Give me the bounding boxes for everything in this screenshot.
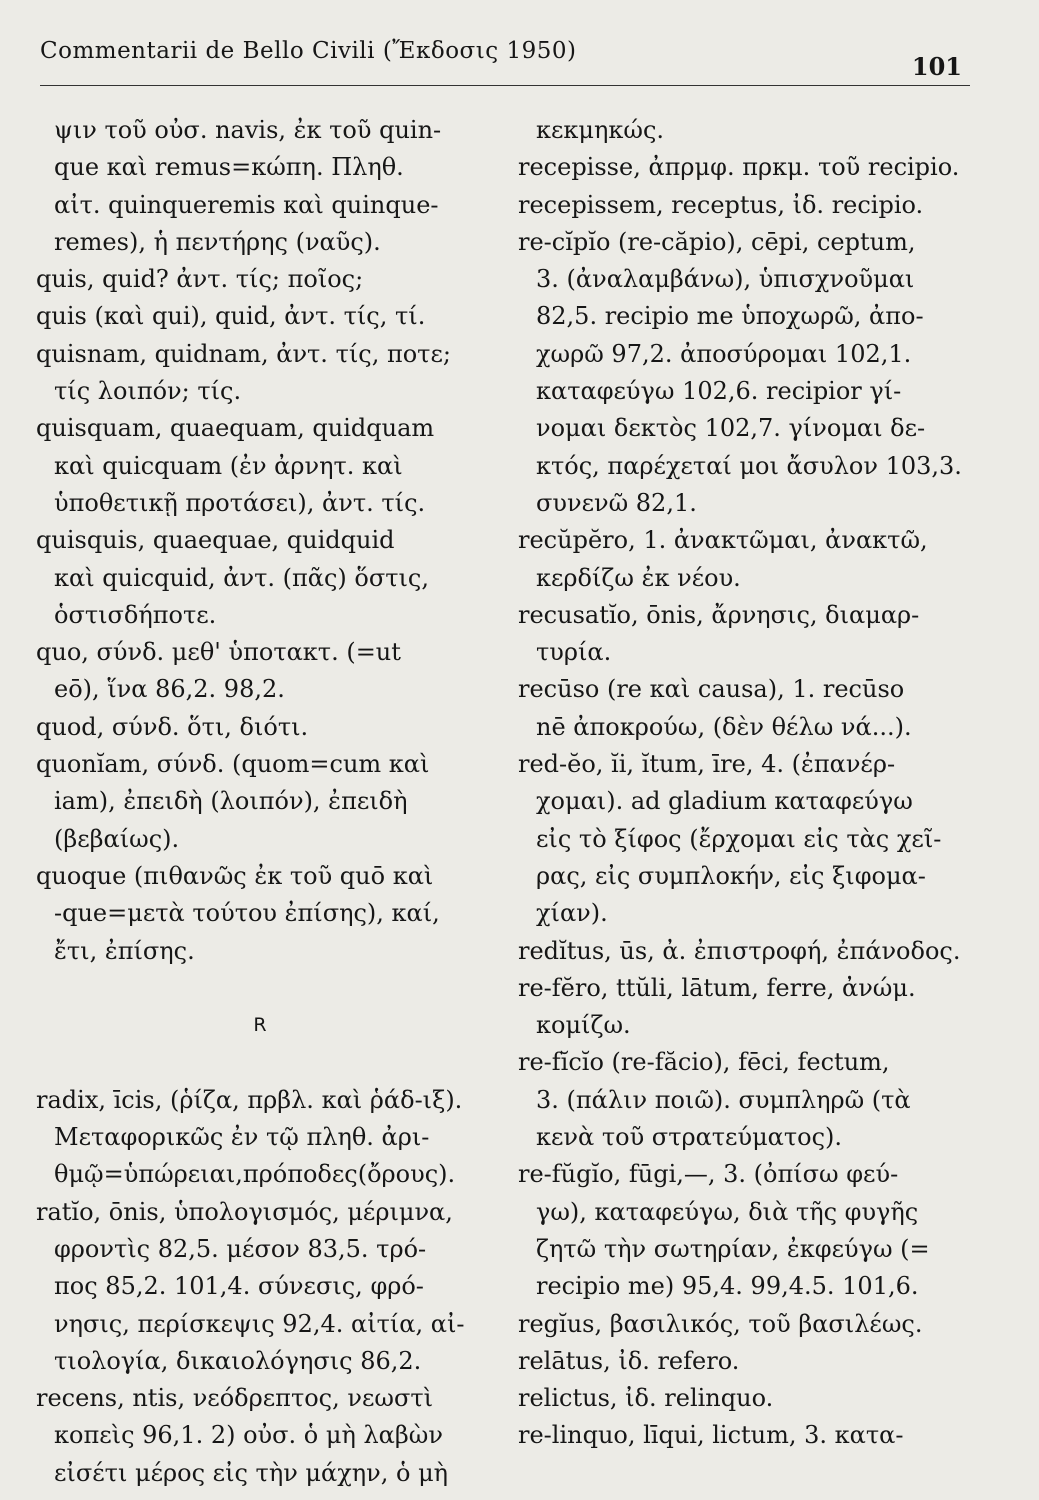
entry-line: χωρῶ 97,2. ἀποσύρομαι 102,1. xyxy=(536,339,912,368)
entry-line: καὶ quicquid, ἀντ. (πᾶς) ὅστις, xyxy=(54,563,429,592)
entry-line: -que=μετὰ τούτου ἐπίσης), καί, xyxy=(54,899,440,928)
entry-line: ρας, εἰς συμπλοκήν, εἰς ξιφομα- xyxy=(536,861,926,890)
entry-line: τυρία. xyxy=(536,638,612,667)
entry-line: recusatĭo, ōnis, ἄρνησις, διαμαρ- xyxy=(518,600,920,629)
entry-line: πος 85,2. 101,4. σύνεσις, φρό- xyxy=(54,1272,424,1301)
page-header xyxy=(40,38,970,84)
entry-line: συνενῶ 82,1. xyxy=(536,488,697,517)
running-title: Commentarii de Bello Civili (Ἔκδοσις 1950) xyxy=(40,38,577,64)
entry-line: κοπεὶς 96,1. 2) οὐσ. ὁ μὴ λαβὼν xyxy=(54,1421,443,1450)
entry-line: recŭpĕro, 1. ἀνακτῶμαι, ἀνακτῶ, xyxy=(518,526,928,555)
entry-line: relātus, ἰδ. refero. xyxy=(518,1346,740,1375)
entry-line: redĭtus, ūs, ἀ. ἐπιστροφή, ἐπάνοδος. xyxy=(518,936,961,965)
entry-line: regĭus, βασιλικός, τοῦ βασιλέως. xyxy=(518,1309,923,1338)
entry-line: recipio me) 95,4. 99,4.5. 101,6. xyxy=(536,1272,919,1301)
entry-line: quis, quid? ἀντ. τίς; ποῖος; xyxy=(36,265,364,294)
entry-line: recens, ntis, νεόδρεπτος, νεωστὶ xyxy=(36,1384,434,1413)
entry-line xyxy=(36,970,484,1007)
entry-line: eō), ἵνα 86,2. 98,2. xyxy=(54,675,285,704)
entry-line: ψιν τοῦ οὐσ. navis, ἐκ τοῦ quin- xyxy=(54,116,442,144)
entry-line: κερδίζω ἐκ νέου. xyxy=(536,563,741,592)
entry-line: quonĭam, σύνδ. (quom=cum καὶ xyxy=(36,750,430,779)
entry-line: relictus, ἰδ. relinquo. xyxy=(518,1384,774,1413)
entry-line: 3. (ἀναλαμβάνω), ὑπισχνοῦμαι xyxy=(536,265,915,294)
entry-line: φροντὶς 82,5. μέσον 83,5. τρό- xyxy=(54,1234,427,1263)
entry-line: κομίζω. xyxy=(536,1011,631,1040)
entry-line: re-cĭpĭo (re-căpio), cēpi, ceptum, xyxy=(518,227,916,256)
entry-line: κενὰ τοῦ στρατεύματος). xyxy=(536,1123,843,1152)
entry-line: 3. (πάλιν ποιῶ). συμπληρῶ (τὰ xyxy=(536,1085,911,1114)
entry-line: re-fĭcĭo (re-făcio), fēci, fectum, xyxy=(518,1048,890,1077)
entry-line: quo, σύνδ. μεθ' ὑποτακτ. (=ut xyxy=(36,638,401,667)
entry-line: ὑποθετικῇ προτάσει), ἀντ. τίς. xyxy=(54,488,426,517)
entry-line: quisquis, quaequae, quidquid xyxy=(36,526,395,555)
right-column xyxy=(518,112,970,1455)
entry-line: εἰς τὸ ξίφος (ἔρχομαι εἰς τὰς χεῖ- xyxy=(536,824,942,853)
entry-line: νησις, περίσκεψις 92,4. αἰτία, αἰ- xyxy=(54,1309,465,1338)
entry-line: 82,5. recipio me ὑποχωρῶ, ἀπο- xyxy=(536,302,924,331)
entry-line: εἰσέτι μέρος εἰς τὴν μάχην, ὁ μὴ xyxy=(54,1458,449,1487)
entry-line xyxy=(36,1044,484,1081)
entry-line: recūso (re καὶ causa), 1. recūso xyxy=(518,675,905,704)
entry-line: κεκμηκώς. xyxy=(536,116,665,144)
entry-line: χίαν). xyxy=(536,899,608,928)
entry-line: nē ἀποκρούω, (δὲν θέλω νά...). xyxy=(536,712,912,741)
entry-line: τιολογία, δικαιολόγησις 86,2. xyxy=(54,1346,422,1375)
entry-line: καταφεύγω 102,6. recipior γί- xyxy=(536,377,902,406)
entry-line: remes), ἡ πεντήρης (ναῦς). xyxy=(54,227,381,256)
entry-line: que καὶ remus=κώπη. Πληθ. xyxy=(54,153,404,182)
entry-line: quis (καὶ qui), quid, ἀντ. τίς, τί. xyxy=(36,302,426,331)
entry-line: re-fĕro, ttŭli, lātum, ferre, ἀνώμ. xyxy=(518,973,916,1002)
header-divider xyxy=(40,85,970,86)
entry-line: Μεταφορικῶς ἐν τῷ πληθ. ἀρι- xyxy=(54,1123,430,1152)
entry-line: quisquam, quaequam, quidquam xyxy=(36,414,435,443)
entry-line: ζητῶ τὴν σωτηρίαν, ἐκφεύγω (= xyxy=(536,1234,930,1263)
entry-line: radix, īcis, (ῥίζα, πρβλ. καὶ ῥάδ-ιξ). xyxy=(36,1085,463,1114)
entry-line: quod, σύνδ. ὅτι, διότι. xyxy=(36,712,309,741)
entry-line: καὶ quicquam (ἐν ἀρνητ. καὶ xyxy=(54,451,403,480)
entry-line: re-linquo, līqui, lictum, 3. κατα- xyxy=(518,1421,904,1450)
entry-line: recepissem, receptus, ἰδ. recipio. xyxy=(518,190,924,219)
entry-line: ἔτι, ἐπίσης. xyxy=(54,936,195,965)
entry-line: αἰτ. quinqueremis καὶ quinque- xyxy=(54,190,439,219)
entry-line: quisnam, quidnam, ἀντ. τίς, ποτε; xyxy=(36,339,451,368)
entry-line: ratĭo, ōnis, ὑπολογισμός, μέριμνα, xyxy=(36,1197,453,1226)
entry-line: red-ĕo, ĭi, ĭtum, īre, 4. (ἐπανέρ- xyxy=(518,750,896,779)
entry-line: quoque (πιθανῶς ἐκ τοῦ quō καὶ xyxy=(36,861,434,890)
left-column xyxy=(36,112,484,1492)
entry-line: χομαι). ad gladium καταφεύγω xyxy=(536,787,913,816)
page-number: 101 xyxy=(911,52,962,81)
section-letter: R xyxy=(253,1014,267,1037)
entry-line: (βεβαίως). xyxy=(54,824,180,853)
entry-line: γω), καταφεύγω, διὰ τῆς φυγῆς xyxy=(536,1197,919,1226)
entry-line: re-fŭgĭo, fūgi,—, 3. (ὀπίσω φεύ- xyxy=(518,1160,899,1189)
entry-line: θμῷ=ὑπώρειαι,πρόποδες(ὄρους). xyxy=(54,1160,456,1189)
entry-line: νομαι δεκτὸς 102,7. γίνομαι δε- xyxy=(536,414,926,443)
entry-line: iam), ἐπειδὴ (λοιπόν), ἐπειδὴ xyxy=(54,787,408,816)
entry-line: ὁστισδήποτε. xyxy=(54,600,217,629)
entry-line: recepisse, ἀπρμφ. πρκμ. τοῦ recipio. xyxy=(518,153,960,182)
entry-line: κτός, παρέχεταί μοι ἄσυλον 103,3. xyxy=(536,451,962,480)
entry-line: τίς λοιπόν; τίς. xyxy=(54,377,242,406)
